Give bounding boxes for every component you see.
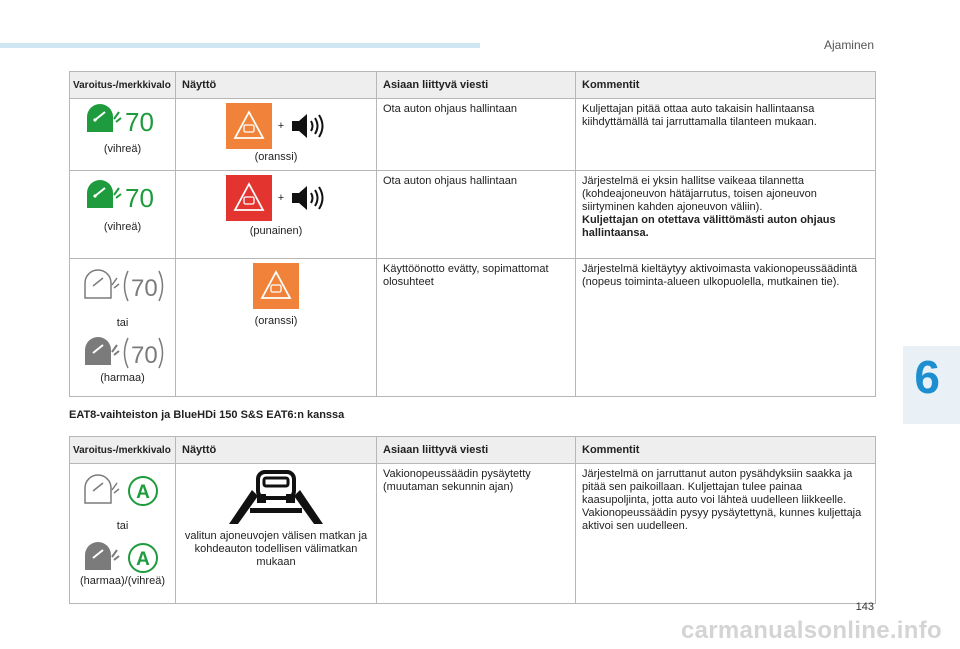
display-symbols	[182, 103, 370, 149]
speed-value: 70	[130, 275, 158, 302]
col-header-message: Asiaan liittyvä viesti	[377, 437, 576, 464]
display-caption: valitun ajoneuvojen välisen matkan ja kohdeauton todellisen välimatkan mukaan	[184, 530, 368, 568]
display-cell	[176, 99, 377, 171]
lamp-cell	[70, 259, 176, 397]
auto-hold-badge: A	[135, 482, 150, 503]
cruise-lamp-grey	[76, 334, 169, 372]
watermark: carmanualsonline.info	[680, 617, 942, 644]
page-number: 143	[855, 601, 874, 613]
lamp-cell	[70, 99, 176, 171]
display-caption: (punainen)	[249, 225, 303, 237]
lamp-caption: (harmaa)	[100, 372, 145, 384]
message-cell: Käyttöönotto evätty, sopimattomat olosuhteet	[377, 259, 576, 397]
auto-hold-badge: A	[135, 549, 150, 570]
cruise-lamp-active	[76, 103, 169, 137]
warning-table	[69, 71, 876, 397]
speedometer-icon	[81, 334, 165, 372]
col-header-lamp: Varoitus-/merkkivalo	[70, 437, 176, 464]
message-cell: Ota auton ohjaus hallintaan	[377, 99, 576, 171]
speedometer-outline-icon	[81, 474, 165, 508]
plus-sign: +	[277, 191, 285, 204]
comment-cell	[576, 99, 876, 171]
table-header-row	[70, 72, 876, 99]
speedometer-outline-icon	[81, 267, 165, 305]
lamp-cell	[70, 464, 176, 604]
or-label: tai	[116, 317, 129, 329]
lamp-cell	[70, 171, 176, 259]
message-cell: Vakionopeussäädin pysäytetty (muutaman sekunnin ajan)	[377, 464, 576, 604]
comment-warning: Kuljettajan on otettava välittömästi auton ohjaus hallintaansa.	[582, 214, 836, 239]
table-row	[70, 171, 876, 259]
warning-triangle-icon	[226, 175, 272, 221]
cruise-lamp-outline	[76, 474, 169, 508]
message-cell: Ota auton ohjaus hallintaan	[377, 171, 576, 259]
warning-triangle-icon	[226, 103, 272, 149]
comment-text: Kuljettajan pitää ottaa auto takaisin hallintaansa kiihdyttämällä tai jarruttamalla tilanteen mukaan.	[582, 103, 817, 128]
col-header-display: Näyttö	[176, 72, 377, 99]
speedometer-icon	[83, 103, 163, 137]
table-header-row	[70, 437, 876, 464]
plus-sign: +	[277, 119, 285, 132]
display-cell	[176, 464, 377, 604]
col-header-comment: Kommentit	[576, 437, 876, 464]
speed-value: 70	[130, 342, 158, 369]
section-title: Ajaminen	[823, 38, 874, 52]
subsection-title: EAT8-vaihteiston ja BlueHDi 150 S&S EAT6:n kanssa	[69, 409, 345, 421]
display-cell	[176, 259, 377, 397]
lamp-caption: (harmaa)/(vihreä)	[80, 575, 165, 587]
car-distance-icon	[226, 468, 326, 528]
cruise-lamp-active	[76, 179, 169, 213]
speed-value: 70	[124, 183, 154, 213]
speaker-icon	[290, 183, 326, 213]
display-symbols	[182, 175, 370, 221]
lamp-caption: (vihreä)	[103, 221, 142, 233]
speedometer-icon	[83, 179, 163, 213]
display-symbols	[182, 468, 370, 528]
comment-cell	[576, 171, 876, 259]
comment-cell: Järjestelmä on jarruttanut auton pysähdyksiin saakka ja pitää sen paikoillaan. Kuljettajan tulee painaa kaasupoljinta, jotta auto voi lähteä uudelleen liikkeelle. Vakionopeussäädin pysyy pysäytettynä, kunnes kuljettaja aktivoi sen uudelleen.	[576, 464, 876, 604]
or-label: tai	[116, 520, 129, 532]
speedometer-icon	[81, 541, 165, 575]
header-accent-bar	[0, 43, 480, 48]
lamp-caption: (vihreä)	[103, 143, 142, 155]
col-header-display: Näyttö	[176, 437, 377, 464]
display-caption: (oranssi)	[254, 151, 298, 163]
col-header-lamp: Varoitus-/merkkivalo	[70, 72, 176, 99]
cruise-lamp-grey	[76, 541, 169, 575]
comment-text: Järjestelmä kieltäytyy aktivoimasta vakionopeussäädintä (nopeus toiminta-alueen ulkopuolella, mutkainen tie).	[582, 263, 858, 288]
display-symbols	[182, 263, 370, 309]
cruise-lamp-off	[76, 267, 169, 305]
col-header-message: Asiaan liittyvä viesti	[377, 72, 576, 99]
speed-value: 70	[124, 107, 154, 137]
table-row	[70, 464, 876, 604]
col-header-comment: Kommentit	[576, 72, 876, 99]
comment-text: Järjestelmä ei yksin hallitse vaikeaa tilannetta (kohdeajoneuvon hätäjarrutus, toisen ajoneuvon siirtyminen kahden ajoneuvon väliin).	[582, 175, 817, 213]
display-caption: (oranssi)	[254, 315, 298, 327]
table-row	[70, 259, 876, 397]
warning-table-eat8	[69, 436, 876, 604]
warning-triangle-icon	[253, 263, 299, 309]
table-row	[70, 99, 876, 171]
chapter-number: 6	[914, 351, 940, 403]
speaker-icon	[290, 111, 326, 141]
comment-cell	[576, 259, 876, 397]
display-cell	[176, 171, 377, 259]
